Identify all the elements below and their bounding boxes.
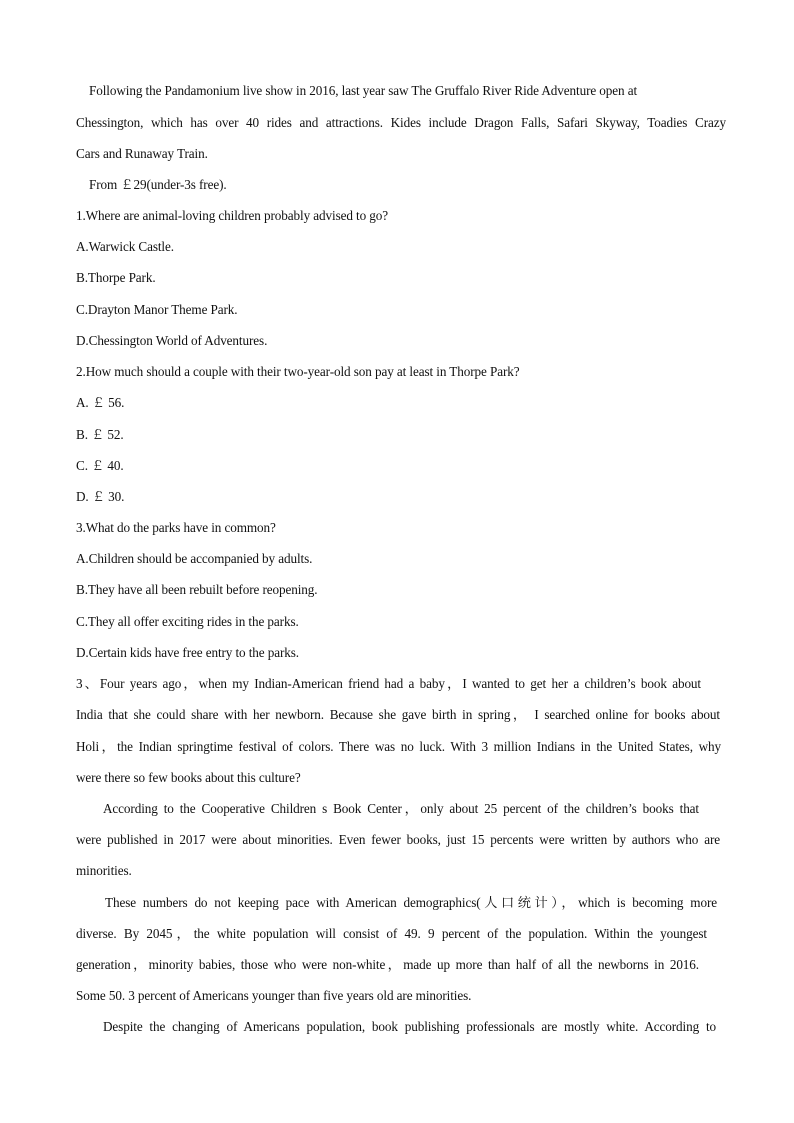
passage3-p3-line-1: These numbers do not keeping pace with American demographics(人口统计），which is becoming more: [105, 895, 717, 910]
question-2-option-b: B. ￡ 52.: [76, 427, 124, 442]
passage3-p1-line-1: 3、Four years ago，when my Indian-American friend had a baby，I wanted to get her a children’s book about: [76, 676, 701, 691]
passage3-p3-line-4: Some 50. 3 percent of Americans younger than five years old are minorities.: [76, 988, 472, 1003]
passage3-p2-line-2: were published in 2017 were about minorities. Even fewer books, just 15 percents were written by authors who are: [76, 832, 720, 847]
passage3-p3-line-2: diverse. By 2045，the white population will consist of 49. 9 percent of the population. Within the youngest: [76, 926, 707, 941]
intro-line-3: Cars and Runaway Train.: [76, 146, 208, 161]
question-1-option-b: B.Thorpe Park.: [76, 270, 156, 285]
question-3-option-c: C.They all offer exciting rides in the parks.: [76, 614, 299, 629]
intro-line-1: Following the Pandamonium live show in 2016, last year saw The Gruffalo River Ride Adventure open at: [89, 83, 638, 98]
passage3-p1-line-2: India that she could share with her newborn. Because she gave birth in spring， I searched online for books about: [76, 707, 720, 722]
question-1-option-c: C.Drayton Manor Theme Park.: [76, 302, 238, 317]
passage3-p4-line-1: Despite the changing of Americans population, book publishing professionals are mostly white. According to: [103, 1019, 716, 1034]
question-1-stem: 1.Where are animal-loving children probably advised to go?: [76, 208, 389, 223]
question-1-option-a: A.Warwick Castle.: [76, 239, 174, 254]
question-3-option-b: B.They have all been rebuilt before reopening.: [76, 582, 318, 597]
question-3-option-d: D.Certain kids have free entry to the parks.: [76, 645, 300, 660]
passage3-p1-line-4: were there so few books about this culture?: [76, 770, 301, 785]
question-2-option-a: A. ￡ 56.: [76, 395, 125, 410]
passage3-p2-line-1: According to the Cooperative Children s Book Center，only about 25 percent of the children’s books that: [103, 801, 699, 816]
passage3-p2-line-3: minorities.: [76, 863, 132, 878]
intro-price: From ￡29(under-3s free).: [89, 177, 227, 192]
question-2-option-d: D. ￡ 30.: [76, 489, 125, 504]
passage3-p3-line-3: generation，minority babies, those who were non-white，made up more than half of all the newborns in 2016.: [76, 957, 699, 972]
question-2-option-c: C. ￡ 40.: [76, 458, 124, 473]
question-1-option-d: D.Chessington World of Adventures.: [76, 333, 268, 348]
passage3-p1-line-3: Holi，the Indian springtime festival of colors. There was no luck. With 3 million Indians in the United States, why: [76, 739, 721, 754]
question-2-stem: 2.How much should a couple with their two-year-old son pay at least in Thorpe Park?: [76, 364, 520, 379]
question-3-option-a: A.Children should be accompanied by adults.: [76, 551, 313, 566]
question-3-stem: 3.What do the parks have in common?: [76, 520, 276, 535]
intro-line-2: Chessington, which has over 40 rides and attractions. Kides include Dragon Falls, Safari Skyway, Toadies Crazy: [76, 115, 726, 130]
